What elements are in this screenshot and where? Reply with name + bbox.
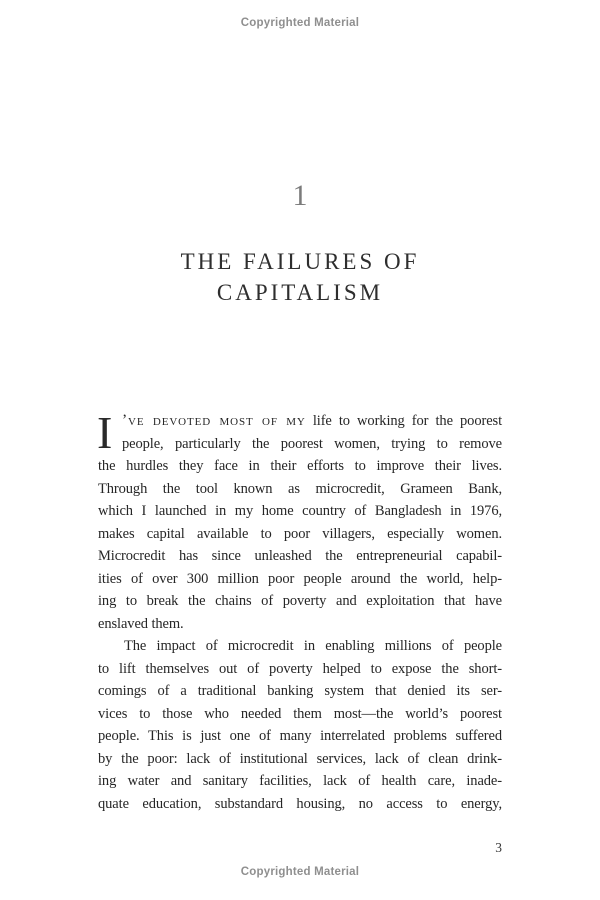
copyright-notice-bottom: Copyrighted Material — [240, 866, 360, 878]
body-line: the hurdles they face in their efforts to improve their lives. — [98, 458, 502, 474]
chapter-number: 1 — [292, 179, 308, 212]
chapter-title — [0, 246, 600, 308]
chapter-title-line-1: THE FAILURES OF — [180, 249, 420, 274]
body-line: vices to those who needed them most—the world’s poorest — [98, 705, 502, 722]
body-line: ing to break the chains of poverty and exploitation that have — [98, 593, 502, 609]
body-line: ing water and sanitary facilities, lack of health care, inade- — [98, 773, 502, 789]
body-line: makes capital available to poor villagers, especially women. — [98, 525, 502, 542]
copyright-notice-top: Copyrighted Material — [240, 17, 360, 29]
opening-small-caps: ’ve devoted most of my — [122, 412, 306, 429]
body-line: ities of over 300 million poor people around the world, help- — [98, 570, 502, 587]
body-line: by the poor: lack of institutional services, lack of clean drink- — [98, 750, 502, 767]
chapter-title-line-2: CAPITALISM — [216, 280, 384, 305]
body-line: Microcredit has since unleashed the entrepreneurial capabil- — [98, 548, 502, 564]
body-line: which I launched in my home country of Bangladesh in 1976, — [98, 503, 502, 519]
body-line: to lift themselves out of poverty helped to expose the short- — [98, 660, 502, 677]
body-line: The impact of microcredit in enabling millions of people — [124, 638, 502, 654]
body-line: people. This is just one of many interrelated problems suffered — [98, 728, 502, 744]
body-line: Through the tool known as microcredit, Grameen Bank, — [98, 480, 502, 497]
body-text — [97, 407, 502, 815]
body-line: enslaved them. — [98, 615, 184, 632]
body-line: quate education, substandard housing, no access to energy, — [98, 795, 502, 812]
body-line — [98, 410, 502, 433]
body-line: people, particularly the poorest women, trying to remove — [122, 435, 502, 452]
page-number: 3 — [495, 840, 502, 855]
body-line: comings of a traditional banking system that denied its ser- — [98, 683, 502, 699]
drop-cap: I — [97, 407, 113, 458]
body-line-text: life to working for the poorest — [305, 413, 502, 429]
